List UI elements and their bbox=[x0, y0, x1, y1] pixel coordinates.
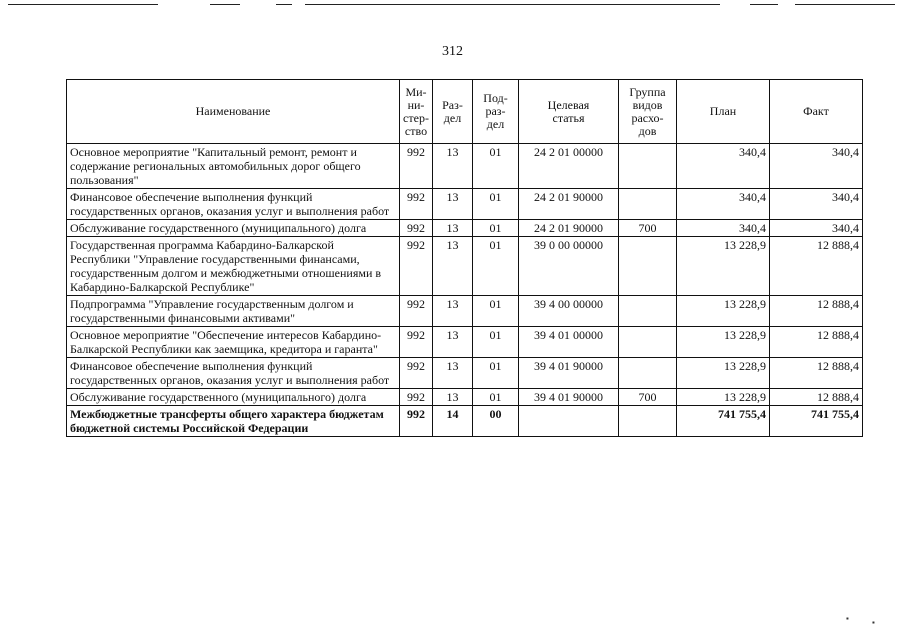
table-row bbox=[67, 389, 863, 406]
table-header-row bbox=[67, 80, 863, 144]
cell-target: 24 2 01 00000 bbox=[519, 144, 619, 189]
cell-target: 39 0 00 00000 bbox=[519, 237, 619, 296]
cell-target: 24 2 01 90000 bbox=[519, 189, 619, 220]
table-row bbox=[67, 327, 863, 358]
cell-target: 39 4 01 00000 bbox=[519, 327, 619, 358]
cell-subsection: 01 bbox=[473, 144, 519, 189]
cell-name: Подпрограмма "Управление государственным долгом и государственными финансовыми активами" bbox=[67, 296, 400, 327]
cell-target: 24 2 01 90000 bbox=[519, 220, 619, 237]
cell-plan: 13 228,9 bbox=[677, 389, 770, 406]
cell-section: 13 bbox=[433, 389, 473, 406]
header-fact: Факт bbox=[770, 80, 863, 144]
cell-plan: 340,4 bbox=[677, 144, 770, 189]
cell-section: 13 bbox=[433, 327, 473, 358]
cell-target: 39 4 01 90000 bbox=[519, 358, 619, 389]
cell-target bbox=[519, 406, 619, 437]
cell-expense-group: 700 bbox=[619, 220, 677, 237]
cell-section: 13 bbox=[433, 358, 473, 389]
cell-expense-group bbox=[619, 358, 677, 389]
cell-target: 39 4 00 00000 bbox=[519, 296, 619, 327]
cell-plan: 340,4 bbox=[677, 220, 770, 237]
cell-target: 39 4 01 90000 bbox=[519, 389, 619, 406]
scan-line bbox=[795, 4, 895, 5]
scan-line bbox=[8, 4, 158, 5]
cell-section: 13 bbox=[433, 144, 473, 189]
cell-name: Основное мероприятие "Обеспечение интересов Кабардино-Балкарской Республики как заемщика, кредитора и гаранта" bbox=[67, 327, 400, 358]
cell-expense-group bbox=[619, 296, 677, 327]
cell-subsection: 00 bbox=[473, 406, 519, 437]
cell-subsection: 01 bbox=[473, 237, 519, 296]
cell-ministry: 992 bbox=[400, 144, 433, 189]
cell-fact: 12 888,4 bbox=[770, 358, 863, 389]
table-row bbox=[67, 189, 863, 220]
scan-line bbox=[276, 4, 292, 5]
cell-fact: 340,4 bbox=[770, 189, 863, 220]
cell-subsection: 01 bbox=[473, 358, 519, 389]
header-ministry: Ми- ни- стер- ство bbox=[400, 80, 433, 144]
cell-fact: 12 888,4 bbox=[770, 296, 863, 327]
cell-name: Обслуживание государственного (муниципального) долга bbox=[67, 220, 400, 237]
cell-subsection: 01 bbox=[473, 296, 519, 327]
cell-ministry: 992 bbox=[400, 296, 433, 327]
header-subsection: Под- раз- дел bbox=[473, 80, 519, 144]
scan-line bbox=[305, 4, 720, 5]
cell-name: Основное мероприятие "Капитальный ремонт, ремонт и содержание региональных автомобильных дорог общего пользования" bbox=[67, 144, 400, 189]
cell-name: Межбюджетные трансферты общего характера бюджетам бюджетной системы Российской Федерации bbox=[67, 406, 400, 437]
table-body bbox=[67, 144, 863, 437]
cell-fact: 12 888,4 bbox=[770, 327, 863, 358]
cell-section: 14 bbox=[433, 406, 473, 437]
cell-fact: 340,4 bbox=[770, 144, 863, 189]
cell-expense-group bbox=[619, 237, 677, 296]
header-target: Целевая статья bbox=[519, 80, 619, 144]
table-row bbox=[67, 220, 863, 237]
header-expense-group: Группа видов расхо- дов bbox=[619, 80, 677, 144]
table-row bbox=[67, 358, 863, 389]
cell-fact: 12 888,4 bbox=[770, 237, 863, 296]
cell-ministry: 992 bbox=[400, 389, 433, 406]
cell-expense-group bbox=[619, 406, 677, 437]
cell-expense-group: 700 bbox=[619, 389, 677, 406]
table-row bbox=[67, 237, 863, 296]
cell-plan: 13 228,9 bbox=[677, 237, 770, 296]
cell-name: Финансовое обеспечение выполнения функций государственных органов, оказания услуг и выполнения работ bbox=[67, 189, 400, 220]
cell-fact: 741 755,4 bbox=[770, 406, 863, 437]
cell-section: 13 bbox=[433, 220, 473, 237]
cell-expense-group bbox=[619, 189, 677, 220]
cell-plan: 340,4 bbox=[677, 189, 770, 220]
cell-subsection: 01 bbox=[473, 389, 519, 406]
cell-ministry: 992 bbox=[400, 189, 433, 220]
cell-section: 13 bbox=[433, 237, 473, 296]
table-row bbox=[67, 406, 863, 437]
cell-subsection: 01 bbox=[473, 189, 519, 220]
cell-subsection: 01 bbox=[473, 220, 519, 237]
scan-line bbox=[210, 4, 240, 5]
cell-expense-group bbox=[619, 144, 677, 189]
cell-plan: 13 228,9 bbox=[677, 296, 770, 327]
cell-section: 13 bbox=[433, 296, 473, 327]
cell-plan: 13 228,9 bbox=[677, 327, 770, 358]
cell-expense-group bbox=[619, 327, 677, 358]
cell-plan: 741 755,4 bbox=[677, 406, 770, 437]
cell-subsection: 01 bbox=[473, 327, 519, 358]
scan-mark: ▪ bbox=[846, 614, 849, 623]
header-section: Раз- дел bbox=[433, 80, 473, 144]
header-plan: План bbox=[677, 80, 770, 144]
cell-section: 13 bbox=[433, 189, 473, 220]
budget-table bbox=[66, 79, 863, 437]
cell-ministry: 992 bbox=[400, 237, 433, 296]
table-row bbox=[67, 296, 863, 327]
cell-name: Обслуживание государственного (муниципального) долга bbox=[67, 389, 400, 406]
table-row bbox=[67, 144, 863, 189]
cell-name: Государственная программа Кабардино-Балкарской Республики "Управление государственными финансами, государственным долгом и межбюджетными отношениями в Кабардино-Балкарской Республике" bbox=[67, 237, 400, 296]
scan-mark: ▪ bbox=[872, 618, 875, 627]
cell-fact: 12 888,4 bbox=[770, 389, 863, 406]
cell-ministry: 992 bbox=[400, 406, 433, 437]
cell-name: Финансовое обеспечение выполнения функций государственных органов, оказания услуг и выполнения работ bbox=[67, 358, 400, 389]
scan-line bbox=[750, 4, 778, 5]
page-number: 312 bbox=[442, 44, 463, 59]
cell-plan: 13 228,9 bbox=[677, 358, 770, 389]
header-name: Наименование bbox=[67, 80, 400, 144]
cell-ministry: 992 bbox=[400, 327, 433, 358]
cell-ministry: 992 bbox=[400, 358, 433, 389]
cell-ministry: 992 bbox=[400, 220, 433, 237]
cell-fact: 340,4 bbox=[770, 220, 863, 237]
